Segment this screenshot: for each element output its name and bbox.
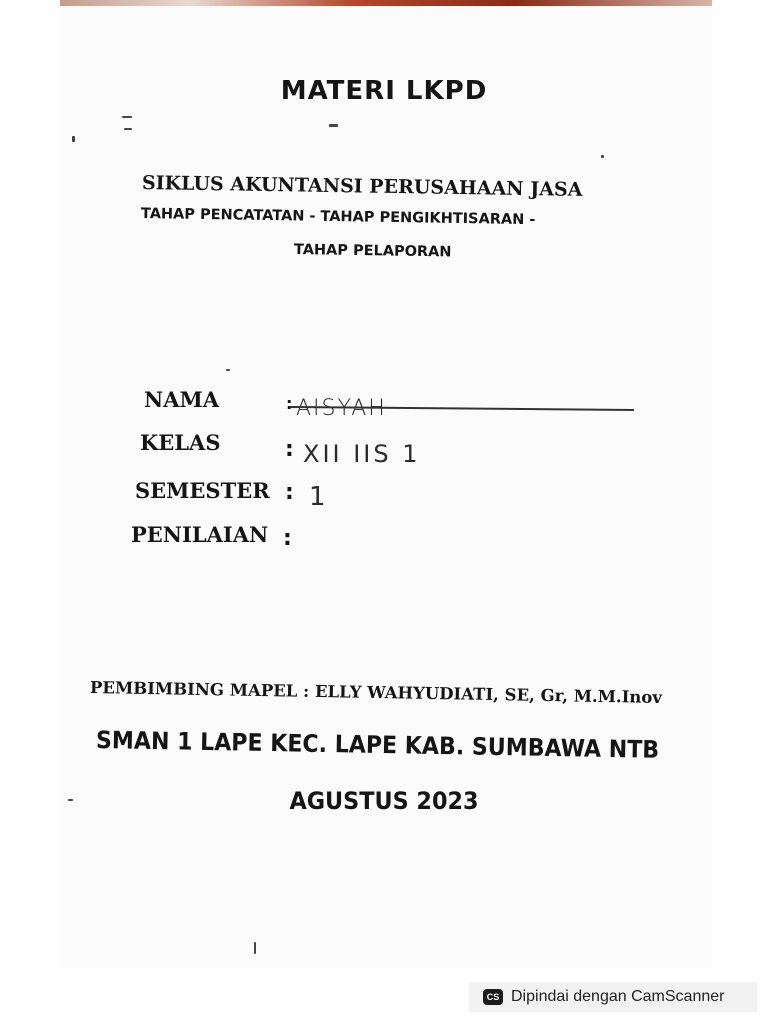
semester-value: 1 (309, 482, 326, 512)
camscanner-text: Dipindai dengan CamScanner (511, 988, 725, 1005)
stages-line-2: TAHAP PELAPORAN (293, 242, 452, 261)
semester-label: SEMESTER (135, 478, 270, 503)
school-line: SMAN 1 LAPE KEC. LAPE KAB. SUMBAWA NTB (95, 726, 660, 764)
pembimbing-line: PEMBIMBING MAPEL : ELLY WAHYUDIATI, SE, Gr, M.M.Inov (89, 678, 663, 707)
document-title: MATERI LKPD (280, 76, 488, 106)
document-subtitle: SIKLUS AKUNTANSI PERUSAHAAN JASA (141, 172, 583, 201)
scan-speck (124, 128, 132, 130)
nama-label: NAMA (144, 387, 220, 412)
camscanner-watermark (469, 982, 757, 1012)
date-line: AGUSTUS 2023 (289, 787, 479, 815)
kelas-colon: : (285, 437, 294, 462)
top-edge-strip (60, 0, 712, 6)
semester-colon: : (285, 480, 294, 505)
stages-line-1: TAHAP PENCATATAN - TAHAP PENGIKHTISARAN - (140, 206, 536, 229)
penilaian-colon: : (283, 526, 292, 551)
scan-speck (72, 136, 75, 142)
scan-speck (329, 124, 338, 127)
nama-value: AISYAH (296, 396, 387, 421)
kelas-label: KELAS (140, 430, 221, 455)
scan-speck (254, 942, 256, 954)
nama-colon: : (286, 394, 293, 413)
penilaian-label: PENILAIAN (131, 522, 269, 547)
scan-speck (601, 155, 604, 158)
scan-speck (226, 369, 230, 371)
camscanner-logo-icon: CS (483, 989, 503, 1005)
scan-speck (122, 116, 132, 118)
kelas-value: XII IIS 1 (303, 440, 421, 468)
